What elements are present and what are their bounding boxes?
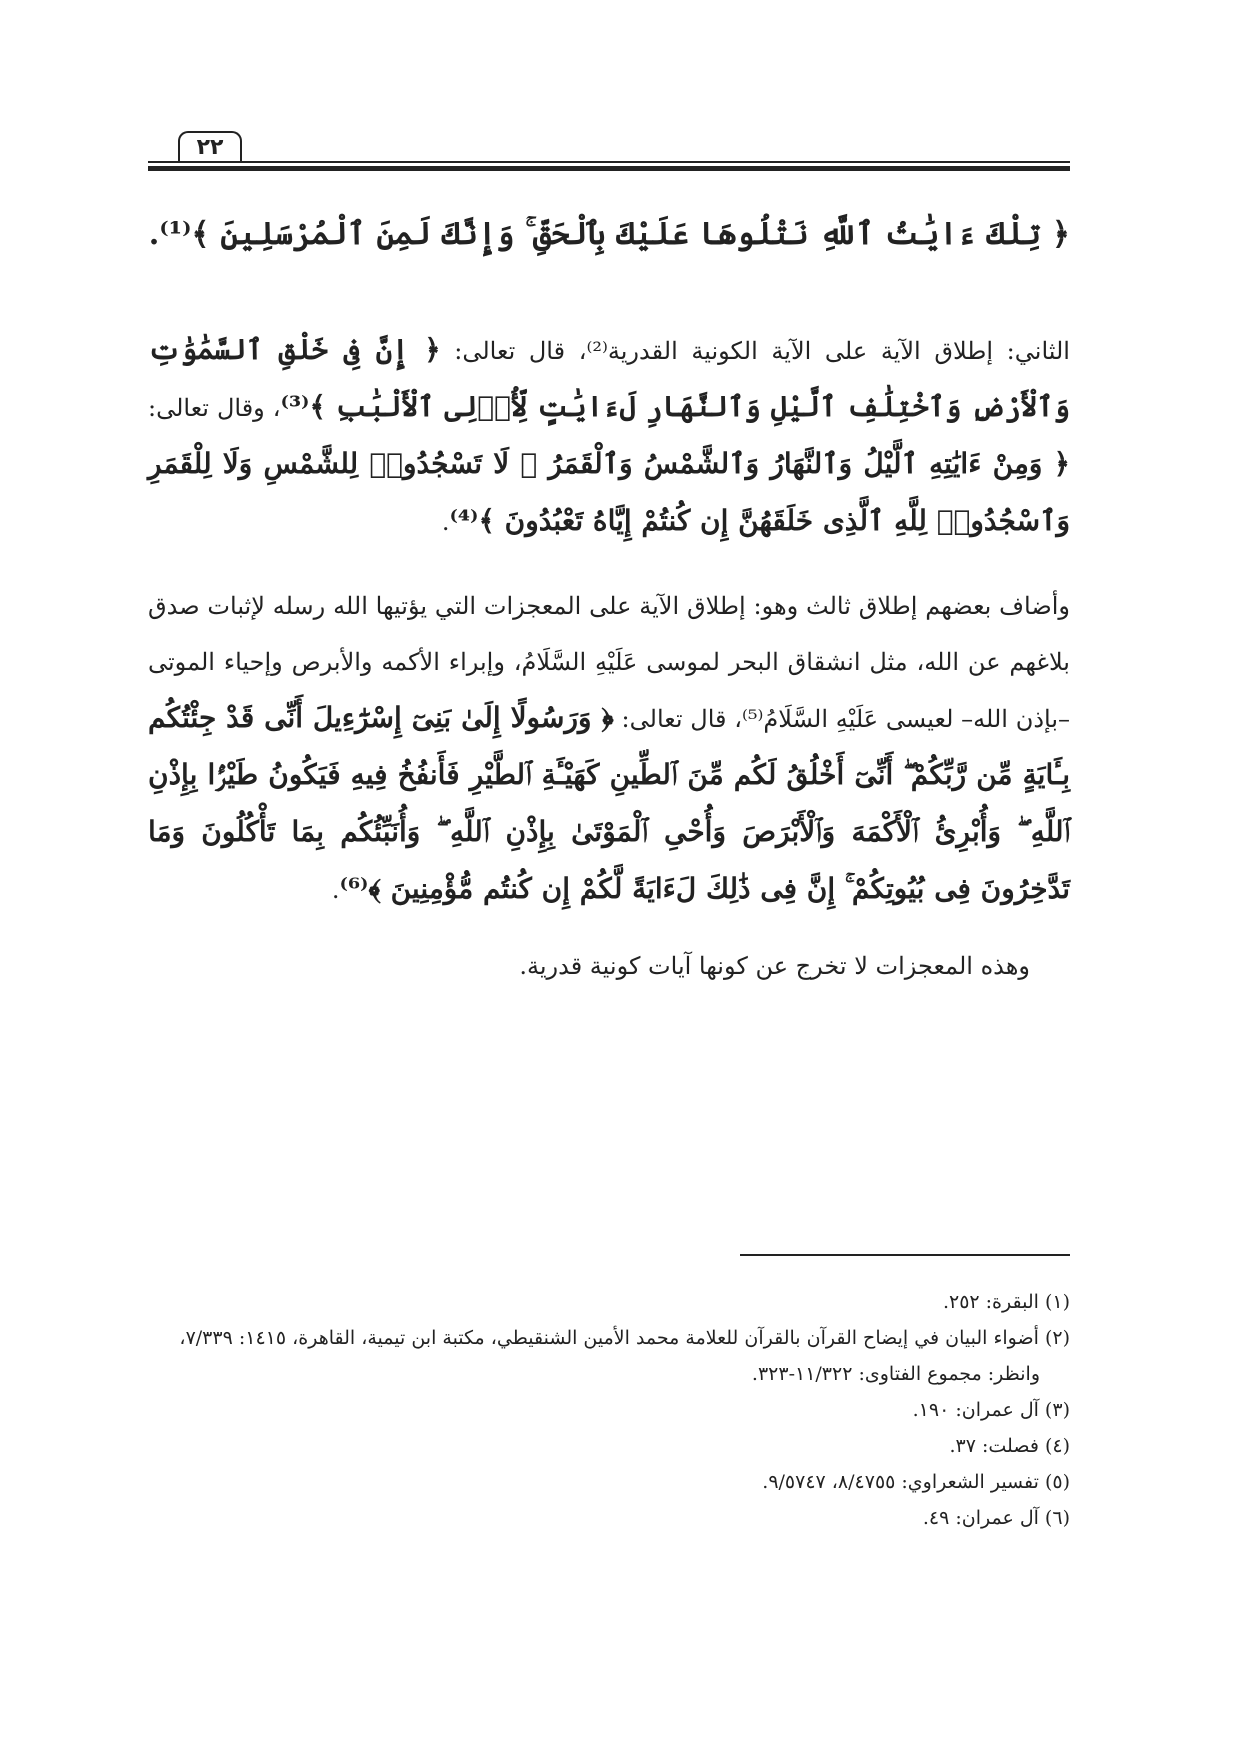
- footnote-2: (٢) أضواء البيان في إيضاح القرآن بالقرآن للعلامة محمد الأمين الشنقيطي، مكتبة ابن تيمية، القاهرة، ١٤١٥: ٧/٣٣٩،: [179, 1327, 1070, 1349]
- sentence-end: .: [331, 876, 340, 904]
- footnote-3: (٣) آل عمران: ١٩٠.: [912, 1399, 1070, 1421]
- quran-verse: ﴿ وَرَسُولًا إِلَىٰ بَنِىٓ إِسْرَٰٓءِيلَ أَنِّى قَدْ جِئْتُكُم بِـَٔايَةٍ مِّن رَّبِّكُمْ ۖ أَنِّىٓ أَخْلُقُ لَكُم مِّنَ ٱلطِّينِ كَهَيْـَٔةِ ٱلطَّيْرِ فَأَنفُخُ فِيهِ فَيَكُونُ طَيْرًۢا بِإِذْنِ ٱللَّهِ ۖ وَأُبْرِئُ ٱلْأَكْمَهَ وَٱلْأَبْرَصَ وَأُحْىِ ٱلْمَوْتَىٰ بِإِذْنِ ٱللَّهِ ۖ وَأُنَبِّئُكُم بِمَا تَأْكُلُونَ وَمَا تَدَّخِرُونَ فِى بُيُوتِكُمْ ۚ إِنَّ فِى ذَٰلِكَ لَءَايَةً لَّكُمْ إِن كُنتُم مُّؤْمِنِينَ ﴾⁽⁶⁾: [148, 701, 1070, 905]
- footnote-5: (٥) تفسير الشعراوي: ٨/٤٧٥٥، ٩/٥٧٤٧.: [762, 1471, 1070, 1493]
- paragraph-intro: وأضاف بعضهم إطلاق ثالث وهو: إطلاق الآية على المعجزات التي يؤتيها الله رسله لإثبات صدق بلاغهم عن الله، مثل انشقاق البحر لموسى عَلَيْهِ السَّلَامُ، وإبراء الأكمه والأبرص وإحياء الموتى –بإذن الله– لعيسى عَلَيْهِ السَّلَامُ⁽⁵⁾، قال تعالى:: [148, 592, 1070, 733]
- paragraph-conclusion: وهذه المعجزات لا تخرج عن كونها آيات كونية قدرية.: [519, 952, 1030, 980]
- quran-verse: ﴿ وَمِنْ ءَايَٰتِهِ ٱلَّيْلُ وَٱلنَّهَارُ وَٱلشَّمْسُ وَٱلْقَمَرُ ۚ لَا تَسْجُدُوا۟ لِلشَّمْسِ وَلَا لِلْقَمَرِ وَٱسْجُدُوا۟ لِلَّهِ ٱلَّذِى خَلَقَهُنَّ إِن كُنتُمْ إِيَّاهُ تَعْبُدُونَ ﴾⁽⁴⁾: [148, 447, 1070, 537]
- header-rule-thick: [148, 166, 1070, 171]
- footnote-6: (٦) آل عمران: ٤٩.: [922, 1507, 1070, 1529]
- footnote-1: (١) البقرة: ٢٥٢.: [942, 1291, 1070, 1313]
- paragraph-cosmic-signs: [148, 322, 1070, 550]
- footnote-2-continued: وانظر: مجموع الفتاوى: ١١/٣٢٢-٣٢٣.: [751, 1363, 1040, 1385]
- paragraph-connector: ، وقال تعالى:: [148, 394, 281, 422]
- page-header: [148, 128, 1070, 168]
- paragraph-intro: الثاني: إطلاق الآية على الآية الكونية القدرية⁽²⁾، قال تعالى:: [440, 337, 1070, 365]
- paragraph-miracles: [148, 578, 1070, 918]
- footnote-4: (٤) فصلت: ٣٧.: [949, 1435, 1070, 1457]
- page-number: ٢٢: [178, 131, 242, 163]
- quran-verse: ﴿ إِنَّ فِى خَلْقِ ٱلسَّمَٰوَٰتِ وَٱلْأَرْضِ وَٱخْتِلَٰفِ ٱلَّيْلِ وَٱلنَّهَارِ لَءَايَٰتٍ لِّأُو۟لِى ٱلْأَلْبَٰبِ ﴾⁽³⁾: [148, 333, 1070, 423]
- header-rule-thin: [148, 161, 1070, 163]
- sentence-end: .: [441, 508, 450, 536]
- opening-verse: ﴿ تِلْكَ ءَايَٰتُ ٱللَّهِ نَتْلُوهَا عَلَيْكَ بِٱلْحَقِّ ۚ وَإِنَّكَ لَمِنَ ٱلْمُرْسَلِينَ ﴾⁽¹⁾.: [148, 216, 1070, 252]
- footnotes: [148, 1284, 1070, 1536]
- footnote-separator: [740, 1254, 1070, 1256]
